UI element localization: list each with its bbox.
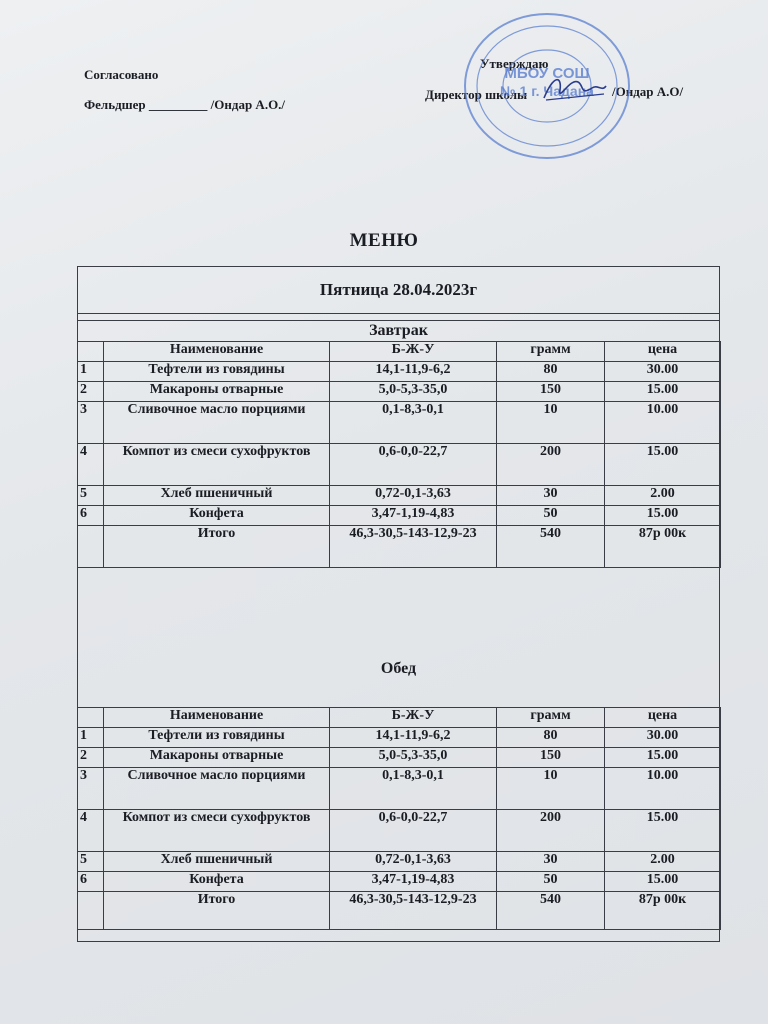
table-row <box>78 872 721 892</box>
table-header-row <box>78 708 721 728</box>
divider <box>77 313 720 314</box>
dish-bzu: 0,1-8,3-0,1 <box>330 402 497 444</box>
dish-price: 10.00 <box>605 402 721 444</box>
divider <box>77 320 720 321</box>
col-price: цена <box>605 342 721 362</box>
breakfast-heading: Завтрак <box>369 322 428 339</box>
row-num: 4 <box>78 444 104 486</box>
dish-bzu: 3,47-1,19-4,83 <box>330 506 497 526</box>
table-row <box>78 486 721 506</box>
dish-name: Сливочное масло порциями <box>104 768 330 810</box>
page-title: МЕНЮ <box>349 230 419 251</box>
table-row <box>78 444 721 486</box>
dish-bzu: 0,72-0,1-3,63 <box>330 852 497 872</box>
row-num: 3 <box>78 768 104 810</box>
dish-name: Конфета <box>104 506 330 526</box>
row-num: 5 <box>78 486 104 506</box>
dish-name: Хлеб пшеничный <box>104 852 330 872</box>
dish-grams: 10 <box>497 768 605 810</box>
svg-text:№ 1 г. Чадана: № 1 г. Чадана <box>500 83 594 99</box>
dish-grams: 150 <box>497 382 605 402</box>
row-num: 1 <box>78 728 104 748</box>
agreed-label: Согласовано <box>84 67 159 82</box>
table-row <box>78 382 721 402</box>
dish-grams: 30 <box>497 486 605 506</box>
dish-name: Сливочное масло порциями <box>104 402 330 444</box>
lunch-table <box>77 707 721 930</box>
dish-price: 15.00 <box>605 748 721 768</box>
dish-bzu: 3,47-1,19-4,83 <box>330 872 497 892</box>
dish-bzu: 0,6-0,0-22,7 <box>330 810 497 852</box>
row-num: 6 <box>78 872 104 892</box>
col-num <box>78 342 104 362</box>
dish-price: 15.00 <box>605 810 721 852</box>
dish-grams: 200 <box>497 444 605 486</box>
total-bzu: 46,3-30,5-143-12,9-23 <box>330 526 497 568</box>
dish-grams: 80 <box>497 728 605 748</box>
row-num: 4 <box>78 810 104 852</box>
dish-name: Макароны отварные <box>104 382 330 402</box>
total-row <box>78 892 721 930</box>
dish-bzu: 0,72-0,1-3,63 <box>330 486 497 506</box>
paramedic-line: Фельдшер _________ /Ондар А.О./ <box>84 97 286 112</box>
dish-grams: 50 <box>497 872 605 892</box>
dish-bzu: 14,1-11,9-6,2 <box>330 362 497 382</box>
dish-price: 15.00 <box>605 506 721 526</box>
dish-grams: 80 <box>497 362 605 382</box>
dish-price: 30.00 <box>605 362 721 382</box>
dish-price: 2.00 <box>605 486 721 506</box>
table-row <box>78 362 721 382</box>
total-grams: 540 <box>497 526 605 568</box>
dish-grams: 50 <box>497 506 605 526</box>
day-heading: Пятница 28.04.2023г <box>319 280 478 299</box>
director-signature <box>540 68 610 108</box>
dish-price: 30.00 <box>605 728 721 748</box>
col-grams: грамм <box>497 708 605 728</box>
col-name: Наименование <box>104 708 330 728</box>
table-row <box>78 810 721 852</box>
col-name: Наименование <box>104 342 330 362</box>
col-price: цена <box>605 708 721 728</box>
dish-name: Тефтели из говядины <box>104 362 330 382</box>
dish-bzu: 0,1-8,3-0,1 <box>330 768 497 810</box>
row-num: 3 <box>78 402 104 444</box>
total-row <box>78 526 721 568</box>
dish-grams: 200 <box>497 810 605 852</box>
dish-name: Макароны отварные <box>104 748 330 768</box>
total-bzu: 46,3-30,5-143-12,9-23 <box>330 892 497 930</box>
table-row <box>78 506 721 526</box>
row-num: 6 <box>78 506 104 526</box>
row-num: 5 <box>78 852 104 872</box>
row-num: 2 <box>78 382 104 402</box>
dish-name: Компот из смеси сухофруктов <box>104 810 330 852</box>
row-num: 1 <box>78 362 104 382</box>
dish-name: Компот из смеси сухофруктов <box>104 444 330 486</box>
table-header-row <box>78 342 721 362</box>
approve-label: Утверждаю <box>480 56 549 71</box>
total-price: 87р 00к <box>605 526 721 568</box>
table-row <box>78 852 721 872</box>
dish-bzu: 5,0-5,3-35,0 <box>330 748 497 768</box>
dish-grams: 30 <box>497 852 605 872</box>
dish-bzu: 0,6-0,0-22,7 <box>330 444 497 486</box>
dish-bzu: 5,0-5,3-35,0 <box>330 382 497 402</box>
director-name: /Ондар А.О/ <box>612 84 684 99</box>
total-grams: 540 <box>497 892 605 930</box>
col-grams: грамм <box>497 342 605 362</box>
table-row <box>78 402 721 444</box>
total-price: 87р 00к <box>605 892 721 930</box>
dish-price: 15.00 <box>605 444 721 486</box>
dish-price: 10.00 <box>605 768 721 810</box>
row-num <box>78 892 104 930</box>
dish-grams: 150 <box>497 748 605 768</box>
dish-name: Тефтели из говядины <box>104 728 330 748</box>
col-bzu: Б-Ж-У <box>330 342 497 362</box>
dish-name: Конфета <box>104 872 330 892</box>
svg-text:МБОУ СОШ: МБОУ СОШ <box>504 65 590 82</box>
dish-bzu: 14,1-11,9-6,2 <box>330 728 497 748</box>
col-bzu: Б-Ж-У <box>330 708 497 728</box>
dish-name: Хлеб пшеничный <box>104 486 330 506</box>
director-label: Директор школы <box>425 87 528 102</box>
dish-grams: 10 <box>497 402 605 444</box>
lunch-heading: Обед <box>380 660 417 677</box>
dish-price: 15.00 <box>605 382 721 402</box>
dish-price: 15.00 <box>605 872 721 892</box>
table-row <box>78 728 721 748</box>
table-row <box>78 768 721 810</box>
total-label: Итого <box>104 526 330 568</box>
table-row <box>78 748 721 768</box>
row-num <box>78 526 104 568</box>
breakfast-table <box>77 341 721 568</box>
row-num: 2 <box>78 748 104 768</box>
col-num <box>78 708 104 728</box>
dish-price: 2.00 <box>605 852 721 872</box>
total-label: Итого <box>104 892 330 930</box>
